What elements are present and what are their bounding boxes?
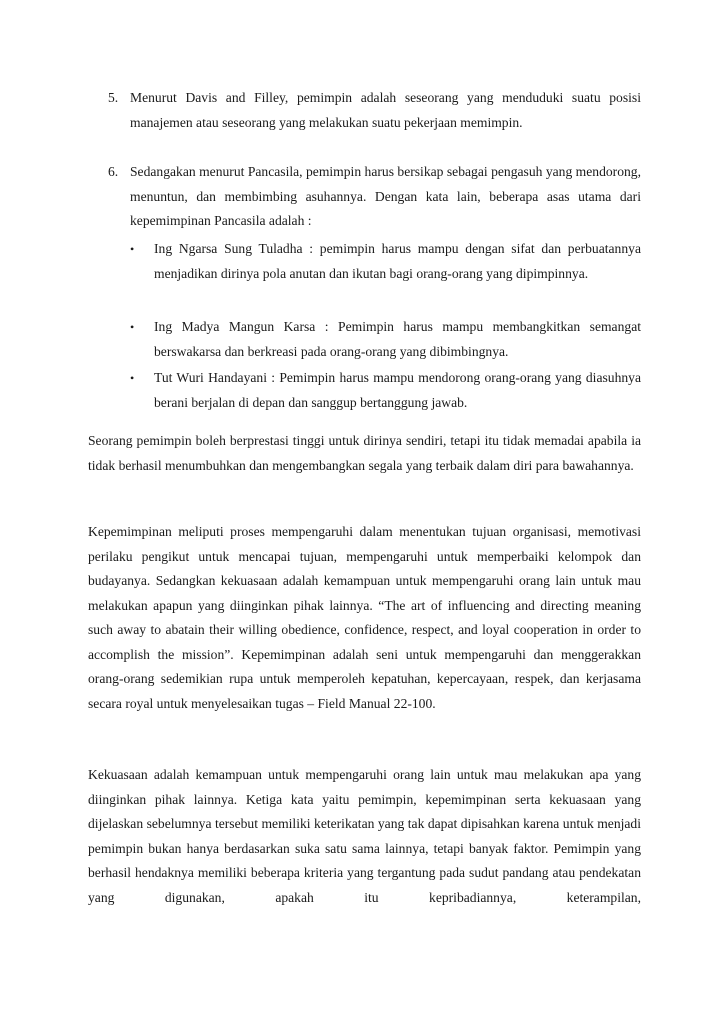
bullet-icon: • bbox=[130, 242, 135, 256]
bullet-item-tut-wuri bbox=[130, 366, 641, 415]
list-item-5 bbox=[108, 86, 641, 135]
list-number: 5. bbox=[108, 90, 119, 105]
bullet-item-ing-madya bbox=[130, 315, 641, 364]
bullet-icon: • bbox=[130, 371, 135, 385]
paragraph-2: Kepemimpinan meliputi proses mempengaruhi dalam menentukan tujuan organisasi, memotivasi perilaku pengikut untuk mencapai tujuan, mempengaruhi untuk memperbaiki kelompok dan budayanya. Sedangkan kekuasaan adalah kemampuan untuk mempengaruhi orang lain untuk mau melakukan apapun yang diinginkan pihak lainnya. “The art of influencing and directing meaning such away to abatain their willing obedience, confidence, respect, and loyal cooperation in order to accomplish the mission”. Kepemimpinan adalah seni untuk mempengaruhi dan menggerakkan orang-orang sedemikian rupa untuk memperoleh kepatuhan, kepercayaan, respek, dan kerjasama secara royal untuk menyelesaikan tugas – Field Manual 22-100. bbox=[88, 524, 641, 711]
list-number: 6. bbox=[108, 164, 119, 179]
paragraph-3: Kekuasaan adalah kemampuan untuk mempengaruhi orang lain untuk mau melakukan apa yang diinginkan pihak lainnya. Ketiga kata yaitu pemimpin, kepemimpinan serta kekuasaan yang dijelaskan sebelumnya tersebut memiliki keterikatan yang tak dapat dipisahkan karena untuk menjadi pemimpin bukan hanya berdasarkan suka satu sama lainnya, tetapi banyak faktor. Pemimpin yang berhasil hendaknya memiliki beberapa kriteria yang tergantung pada sudut pandang atau pendekatan yang digunakan, apakah itu kepribadiannya, keterampilan, bbox=[88, 767, 641, 905]
list-item-6 bbox=[108, 160, 641, 234]
bullet-text: Ing Madya Mangun Karsa : Pemimpin harus mampu membangkitkan semangat berswakarsa dan berkreasi pada orang-orang yang dibimbingnya. bbox=[154, 319, 641, 359]
list-item-text: Menurut Davis and Filley, pemimpin adalah seseorang yang menduduki suatu posisi manajemen atau seseorang yang melakukan suatu pekerjaan memimpin. bbox=[130, 90, 641, 130]
bullet-text: Tut Wuri Handayani : Pemimpin harus mampu mendorong orang-orang yang diasuhnya berani berjalan di depan dan sanggup bertanggung jawab. bbox=[154, 370, 641, 410]
paragraph-1: Seorang pemimpin boleh berprestasi tinggi untuk dirinya sendiri, tetapi itu tidak memadai apabila ia tidak berhasil menumbuhkan dan mengembangkan segala yang terbaik dalam diri para bawahannya. bbox=[88, 433, 641, 473]
bullet-icon: • bbox=[130, 320, 135, 334]
bullet-text: Ing Ngarsa Sung Tuladha : pemimpin harus mampu dengan sifat dan perbuatannya menjadikan dirinya pola anutan dan ikutan bagi orang-orang yang dipimpinnya. bbox=[154, 241, 641, 281]
list-item-text: Sedangakan menurut Pancasila, pemimpin harus bersikap sebagai pengasuh yang mendorong, menuntun, dan membimbing asuhannya. Dengan kata lain, beberapa asas utama dari kepemimpinan Pancasila adalah : bbox=[130, 164, 641, 228]
bullet-item-ing-ngarsa bbox=[130, 237, 641, 286]
